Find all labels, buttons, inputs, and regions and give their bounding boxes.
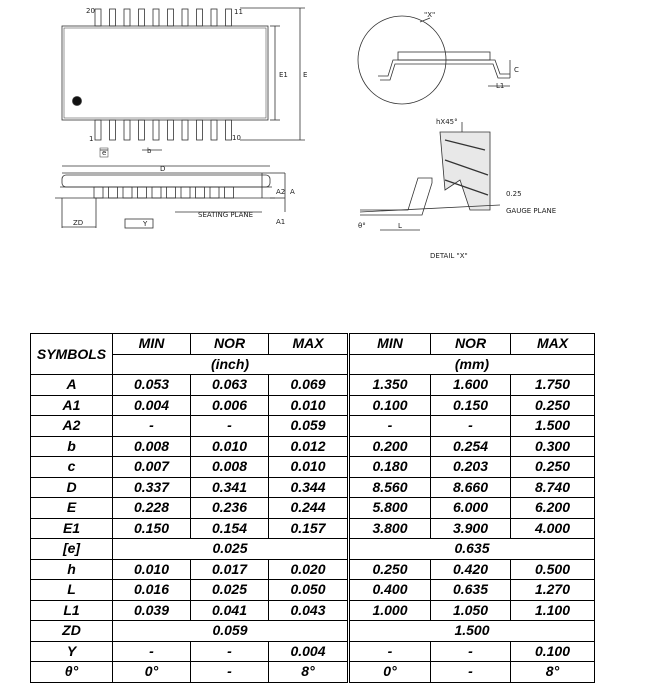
cell-in-nor: 0.063 <box>191 375 269 396</box>
cell-in-min: 0.008 <box>113 436 191 457</box>
lead-side <box>210 187 219 198</box>
cell-in-max: 0.012 <box>269 436 349 457</box>
lead-side <box>167 187 176 198</box>
cell-mm-max: 6.200 <box>511 498 595 519</box>
detail-x-marker: "X" <box>424 11 436 19</box>
cell-mm-nor: 1.050 <box>431 600 511 621</box>
cell-mm-nor: 1.500 <box>349 621 595 642</box>
cell-mm-min: 0.400 <box>349 580 431 601</box>
seating-plane-label: SEATING PLANE <box>198 211 254 219</box>
cell-in-nor: 0.236 <box>191 498 269 519</box>
package-outline-drawing <box>0 0 660 300</box>
cell-in-max: 0.069 <box>269 375 349 396</box>
detail-x-view <box>360 122 500 230</box>
lead-side <box>181 187 190 198</box>
lead-top <box>95 9 101 26</box>
row-symbol: θ° <box>31 662 113 683</box>
cell-in-min: 0.010 <box>113 559 191 580</box>
lead-top <box>139 9 145 26</box>
cell-in-max: 0.010 <box>269 457 349 478</box>
dim-zd-label: ZD <box>73 219 84 227</box>
lead-top <box>124 9 130 26</box>
dim-d-label: D <box>160 165 166 173</box>
cell-mm-max: 1.100 <box>511 600 595 621</box>
dim-e-pitch-label: e <box>102 149 107 157</box>
cell-in-max: 8° <box>269 662 349 683</box>
table-row <box>31 457 595 478</box>
cell-mm-max: 0.500 <box>511 559 595 580</box>
gauge-plane-label: GAUGE PLANE <box>506 207 557 215</box>
cell-mm-min: 0.200 <box>349 436 431 457</box>
cell-in-max: 0.344 <box>269 477 349 498</box>
detail-circle <box>358 16 510 104</box>
cell-in-min: 0.007 <box>113 457 191 478</box>
table-row <box>31 539 595 560</box>
unit-inch: (inch) <box>113 354 349 375</box>
row-symbol: c <box>31 457 113 478</box>
col-nor-mm: NOR <box>431 334 511 355</box>
cell-mm-min: 0.100 <box>349 395 431 416</box>
table-row <box>31 498 595 519</box>
cell-mm-max: 8.740 <box>511 477 595 498</box>
cell-in-nor: 0.017 <box>191 559 269 580</box>
dim-a2-label: A2 <box>276 188 286 196</box>
cell-mm-max: 1.500 <box>511 416 595 437</box>
lead-bottom <box>139 120 145 140</box>
lead-top <box>168 9 174 26</box>
table-row <box>31 395 595 416</box>
cell-mm-max: 0.250 <box>511 395 595 416</box>
row-symbol: ZD <box>31 621 113 642</box>
cell-in-min: 0.016 <box>113 580 191 601</box>
lead-top <box>211 9 217 26</box>
cell-in-nor: 0.025 <box>113 539 349 560</box>
col-min-mm: MIN <box>349 334 431 355</box>
cell-in-nor: - <box>191 641 269 662</box>
cell-mm-min: - <box>349 641 431 662</box>
pin-1-label: 1 <box>89 135 94 143</box>
cell-in-max: 0.157 <box>269 518 349 539</box>
row-symbol: L <box>31 580 113 601</box>
dim-b-label: b <box>147 147 152 155</box>
lead-bottom <box>95 120 101 140</box>
table-row <box>31 477 595 498</box>
lead-side <box>94 187 103 198</box>
cell-in-nor: 0.059 <box>113 621 349 642</box>
cell-mm-nor: 0.635 <box>349 539 595 560</box>
lead-side <box>152 187 161 198</box>
pin-20-label: 20 <box>86 7 95 15</box>
cell-in-max: 0.244 <box>269 498 349 519</box>
dim-l1-label: L1 <box>496 82 505 90</box>
table-row <box>31 559 595 580</box>
lead-bottom <box>182 120 188 140</box>
lead-side <box>196 187 205 198</box>
cell-mm-max: 0.250 <box>511 457 595 478</box>
unit-mm: (mm) <box>349 354 595 375</box>
detail-caption: DETAIL "X" <box>430 252 468 260</box>
cell-mm-min: 0° <box>349 662 431 683</box>
table-row <box>31 416 595 437</box>
row-symbol: Y <box>31 641 113 662</box>
lead-top <box>182 9 188 26</box>
lead-top <box>153 9 159 26</box>
table-row <box>31 375 595 396</box>
lead-bottom <box>124 120 130 140</box>
cell-mm-nor: 0.254 <box>431 436 511 457</box>
chamfer-label: hX45° <box>436 118 458 126</box>
dim-c-label: C <box>514 66 519 74</box>
col-max-mm: MAX <box>511 334 595 355</box>
col-max-inch: MAX <box>269 334 349 355</box>
cell-mm-min: 8.560 <box>349 477 431 498</box>
cell-in-min: 0.004 <box>113 395 191 416</box>
cell-mm-min: 0.180 <box>349 457 431 478</box>
row-symbol: L1 <box>31 600 113 621</box>
cell-mm-min: - <box>349 416 431 437</box>
row-symbol: A1 <box>31 395 113 416</box>
row-symbol: A <box>31 375 113 396</box>
lead-bottom <box>110 120 116 140</box>
cell-mm-nor: 1.600 <box>431 375 511 396</box>
col-min-inch: MIN <box>113 334 191 355</box>
cell-in-max: 0.004 <box>269 641 349 662</box>
row-symbol: [e] <box>31 539 113 560</box>
cell-mm-nor: 8.660 <box>431 477 511 498</box>
row-symbol: D <box>31 477 113 498</box>
table-row <box>31 641 595 662</box>
symbols-header: SYMBOLS <box>31 334 113 375</box>
cell-in-min: 0.039 <box>113 600 191 621</box>
cell-in-nor: 0.025 <box>191 580 269 601</box>
lead-bottom <box>197 120 203 140</box>
cell-mm-min: 0.250 <box>349 559 431 580</box>
dim-l-label: L <box>398 222 402 230</box>
table-row <box>31 518 595 539</box>
cell-mm-max: 1.750 <box>511 375 595 396</box>
lead-bottom <box>211 120 217 140</box>
table-row <box>31 436 595 457</box>
cell-in-max: 0.050 <box>269 580 349 601</box>
cell-in-nor: - <box>191 416 269 437</box>
cell-mm-nor: 3.900 <box>431 518 511 539</box>
dim-a-label: A <box>290 188 295 196</box>
cell-in-nor: 0.008 <box>191 457 269 478</box>
cell-in-max: 0.020 <box>269 559 349 580</box>
row-symbol: E <box>31 498 113 519</box>
gauge-value-label: 0.25 <box>506 190 522 198</box>
lead-bottom <box>226 120 232 140</box>
lead-top <box>197 9 203 26</box>
table-row <box>31 662 595 683</box>
row-symbol: h <box>31 559 113 580</box>
cell-in-min: 0.053 <box>113 375 191 396</box>
cell-mm-max: 8° <box>511 662 595 683</box>
cell-mm-nor: 0.150 <box>431 395 511 416</box>
lead-side <box>138 187 147 198</box>
table-row <box>31 621 595 642</box>
cell-mm-max: 0.100 <box>511 641 595 662</box>
cell-mm-max: 1.270 <box>511 580 595 601</box>
table-row <box>31 580 595 601</box>
theta-label: θ° <box>358 222 366 230</box>
table-row <box>31 600 595 621</box>
cell-in-min: 0.228 <box>113 498 191 519</box>
row-symbol: A2 <box>31 416 113 437</box>
cell-mm-max: 0.300 <box>511 436 595 457</box>
lead-top <box>226 9 232 26</box>
top-view <box>62 8 308 150</box>
lead-top <box>110 9 116 26</box>
cell-mm-min: 1.350 <box>349 375 431 396</box>
col-nor-inch: NOR <box>191 334 269 355</box>
cell-in-nor: 0.341 <box>191 477 269 498</box>
cell-in-min: - <box>113 416 191 437</box>
cell-mm-nor: 0.420 <box>431 559 511 580</box>
cell-in-min: 0.150 <box>113 518 191 539</box>
lead-side <box>109 187 118 198</box>
dim-y-label: Y <box>143 220 148 228</box>
cell-mm-min: 3.800 <box>349 518 431 539</box>
dimension-table <box>30 333 595 683</box>
cell-in-nor: 0.154 <box>191 518 269 539</box>
cell-in-max: 0.043 <box>269 600 349 621</box>
cell-mm-nor: 0.203 <box>431 457 511 478</box>
lead-side <box>225 187 234 198</box>
cell-mm-min: 5.800 <box>349 498 431 519</box>
cell-in-nor: - <box>191 662 269 683</box>
cell-mm-nor: - <box>431 416 511 437</box>
cell-in-min: - <box>113 641 191 662</box>
cell-mm-nor: - <box>431 641 511 662</box>
dim-a1-label: A1 <box>276 218 286 226</box>
cell-in-max: 0.010 <box>269 395 349 416</box>
cell-in-nor: 0.006 <box>191 395 269 416</box>
cell-in-min: 0.337 <box>113 477 191 498</box>
pin-10-label: 10 <box>232 134 241 142</box>
lead-bottom <box>168 120 174 140</box>
dim-e1-label: E1 <box>279 71 288 79</box>
cell-in-nor: 0.010 <box>191 436 269 457</box>
dim-e-label: E <box>303 71 308 79</box>
cell-mm-nor: 0.635 <box>431 580 511 601</box>
lead-bottom <box>153 120 159 140</box>
cell-mm-min: 1.000 <box>349 600 431 621</box>
row-symbol: E1 <box>31 518 113 539</box>
cell-mm-max: 4.000 <box>511 518 595 539</box>
cell-mm-nor: 6.000 <box>431 498 511 519</box>
cell-in-max: 0.059 <box>269 416 349 437</box>
cell-mm-nor: - <box>431 662 511 683</box>
cell-in-min: 0° <box>113 662 191 683</box>
cell-in-nor: 0.041 <box>191 600 269 621</box>
lead-side <box>123 187 132 198</box>
row-symbol: b <box>31 436 113 457</box>
pin-11-label: 11 <box>234 8 243 16</box>
